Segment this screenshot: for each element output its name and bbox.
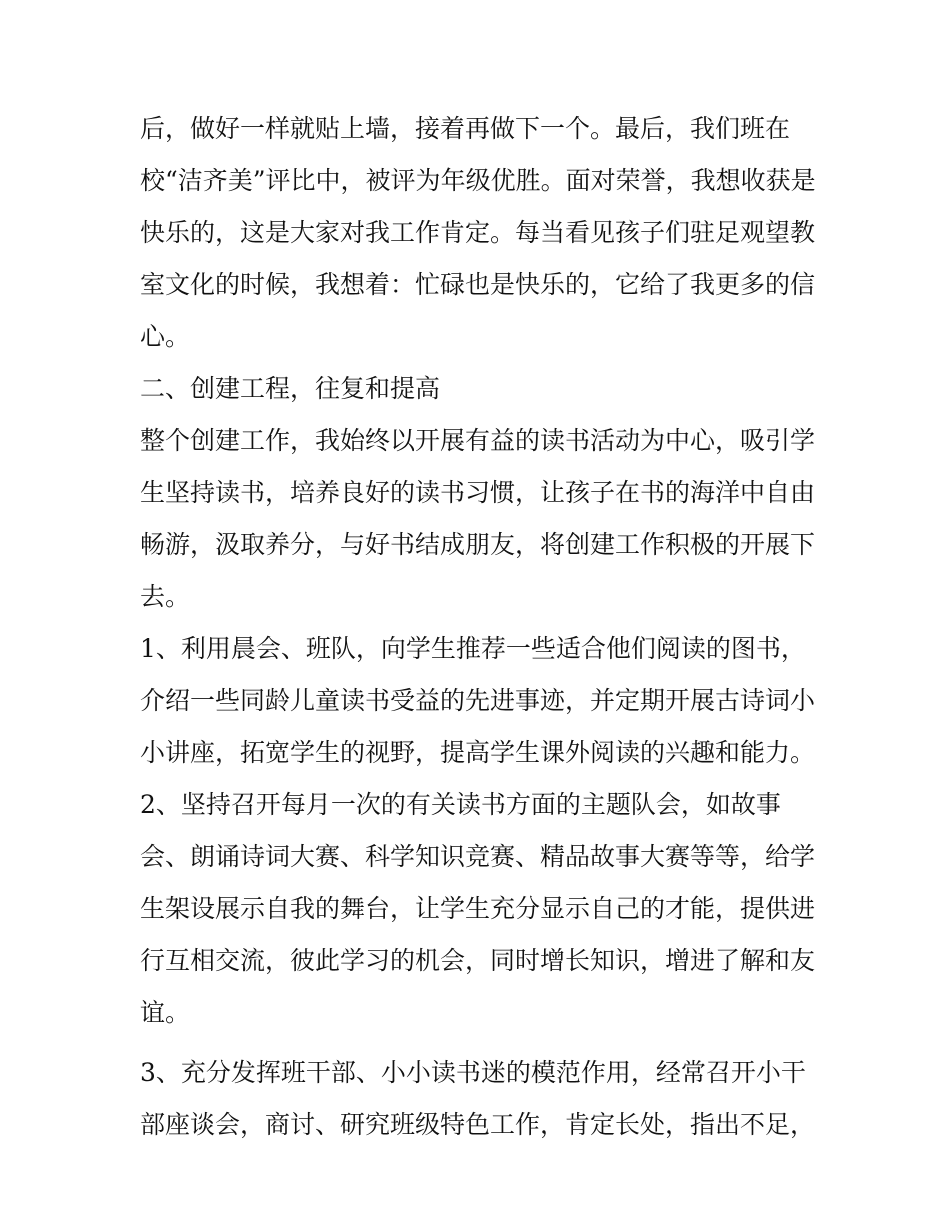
document-body xyxy=(140,103,820,1151)
paragraph-gap xyxy=(140,1039,820,1047)
list-item-start: 1、利用晨会、班队，向学生推荐一些适合他们阅读的图书， xyxy=(140,634,806,663)
text-line: 部座谈会，商讨、研究班级特色工作，肯定长处，指出不足， xyxy=(140,1110,816,1139)
text-line: 生坚持读书，培养良好的读书习惯，让孩子在书的海洋中自由 xyxy=(140,478,816,507)
text-line: 去。 xyxy=(140,582,191,611)
list-item-start: 3、充分发挥班干部、小小读书迷的模范作用，经常召开小干 xyxy=(140,1058,806,1087)
text-line: 介绍一些同龄儿童读书受益的先进事迹，并定期开展古诗词小 xyxy=(140,686,816,715)
list-item-start: 2、坚持召开每月一次的有关读书方面的主题队会，如故事 xyxy=(140,790,781,819)
text-line: 室文化的时候，我想着：忙碌也是快乐的，它给了我更多的信 xyxy=(140,270,816,299)
text-line: 整个创建工作，我始终以开展有益的读书活动为中心，吸引学 xyxy=(140,426,816,455)
text-line: 心。 xyxy=(140,322,191,351)
text-line: 后，做好一样就贴上墙，接着再做下一个。最后，我们班在 xyxy=(140,114,791,143)
text-line: 校“洁齐美”评比中，被评为年级优胜。面对荣誉，我想收获是 xyxy=(140,166,816,195)
text-line: 行互相交流，彼此学习的机会，同时增长知识，增进了解和友 xyxy=(140,946,816,975)
text-line: 快乐的，这是大家对我工作肯定。每当看见孩子们驻足观望教 xyxy=(140,218,816,247)
text-line: 小讲座，拓宽学生的视野，提高学生课外阅读的兴趣和能力。 xyxy=(140,738,816,767)
text-line: 生架设展示自我的舞台，让学生充分显示自己的才能，提供进 xyxy=(140,894,816,923)
text-line: 会、朗诵诗词大赛、科学知识竞赛、精品故事大赛等等，给学 xyxy=(140,842,816,871)
section-heading: 二、创建工程，往复和提高 xyxy=(140,374,441,403)
text-line: 畅游，汲取养分，与好书结成朋友，将创建工作积极的开展下 xyxy=(140,530,816,559)
text-line: 谊。 xyxy=(140,998,191,1027)
